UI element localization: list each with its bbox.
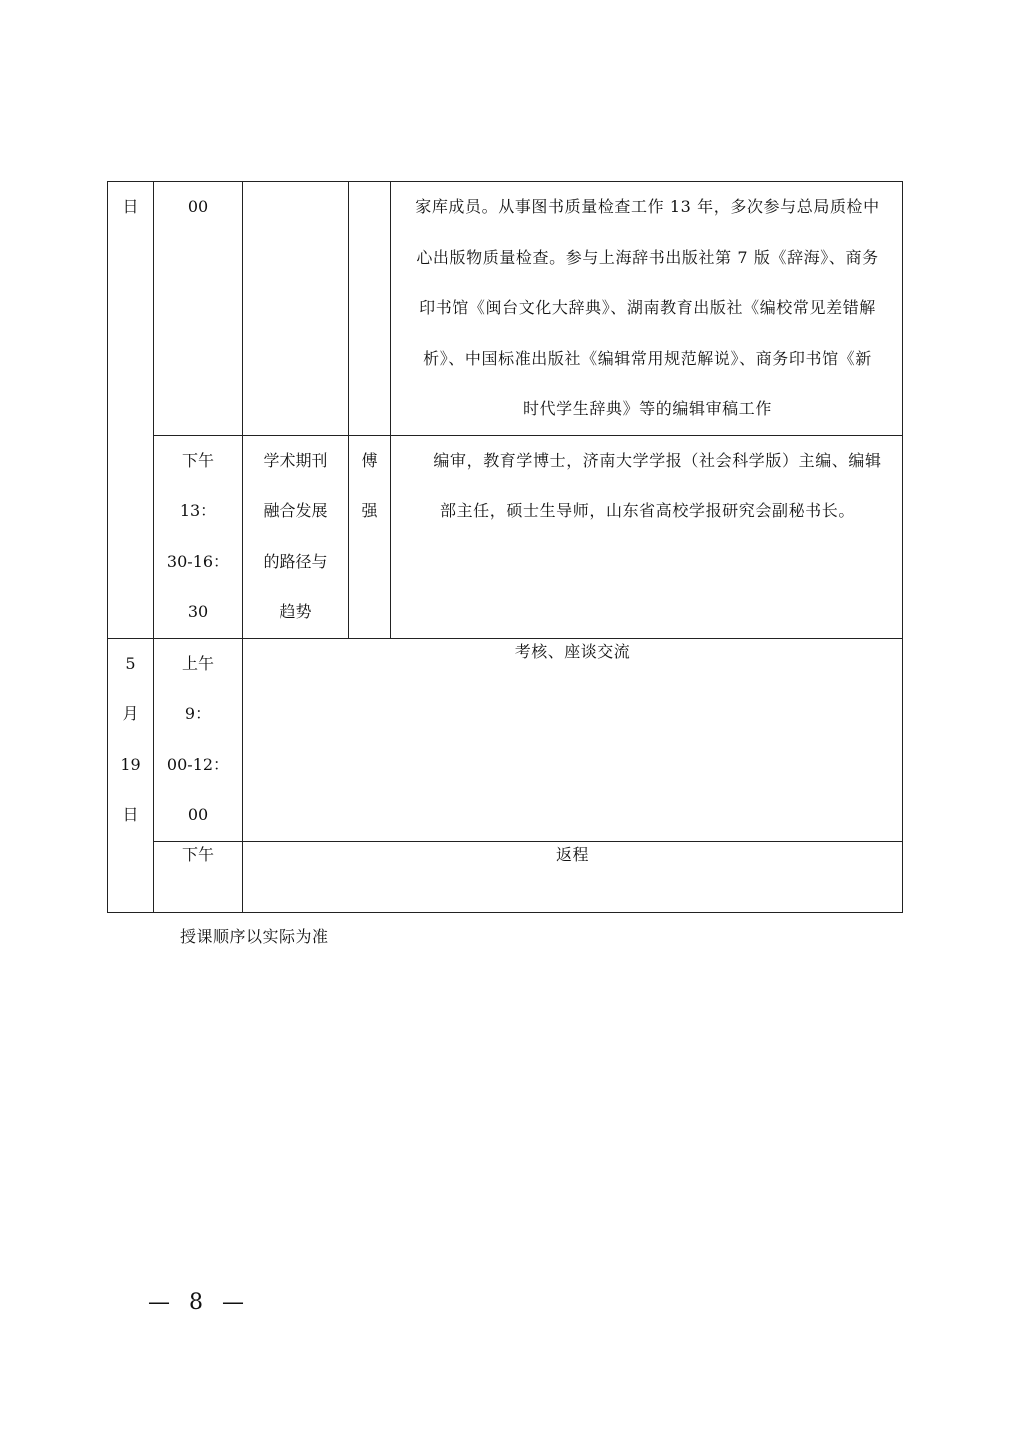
time-text: 30: [187, 602, 209, 621]
description-line: 析》、中国标准出版社《编辑常用规范解说》、商务印书馆《新: [423, 348, 872, 368]
time-text: 00-12：: [166, 754, 230, 774]
activity-cell: 考核、座谈交流: [243, 638, 903, 841]
date-text: 月: [122, 704, 139, 723]
lecturer-description-cell: [391, 435, 903, 638]
description-line: 家库成员。从事图书质量检查工作 13 年，多次参与总局质检中: [415, 197, 880, 216]
table-row: [108, 841, 903, 912]
date-text: 日: [122, 805, 139, 824]
time-cell: [154, 182, 243, 436]
time-text: 下午: [181, 450, 214, 470]
lecturer-cell: [349, 182, 391, 436]
date-text: 5: [125, 653, 136, 673]
topic-text: 学术期刊: [263, 450, 328, 470]
date-text: 日: [122, 197, 139, 216]
time-text: 上午: [181, 653, 214, 673]
topic-text: 趋势: [279, 602, 312, 621]
description-line: 部主任，硕士生导师，山东省高校学报研究会副秘书长。: [439, 501, 855, 520]
lecturer-description-cell: [391, 182, 903, 436]
schedule-note: 授课顺序以实际为准: [180, 927, 329, 946]
topic-cell: [243, 182, 349, 436]
page-number: — 8 —: [148, 1290, 250, 1315]
description-line: 时代学生辞典》等的编辑审稿工作: [522, 399, 772, 418]
date-cell: [108, 182, 154, 639]
description-line: 心出版物质量检查。参与上海辞书出版社第 7 版《辞海》、商务: [416, 247, 879, 267]
time-text: 00: [187, 805, 209, 824]
time-text: 00: [187, 197, 209, 216]
lecturer-name: 强: [361, 501, 378, 520]
topic-text: 的路径与: [263, 551, 328, 571]
schedule-table: [107, 181, 903, 913]
description-line: 编审，教育学博士，济南大学学报（社会科学版）主编、编辑: [433, 450, 882, 470]
time-cell: 下午: [154, 841, 243, 912]
time-text: 13：: [179, 501, 217, 520]
time-cell: [154, 638, 243, 841]
date-cell: [108, 638, 154, 912]
table-row: [108, 638, 903, 841]
topic-cell: [243, 435, 349, 638]
description-line: 印书馆《闽台文化大辞典》、湖南教育出版社《编校常见差错解: [419, 298, 876, 317]
table-row: [108, 182, 903, 436]
lecturer-cell: [349, 435, 391, 638]
time-text: 30-16：: [166, 551, 230, 571]
date-text: 19: [120, 754, 141, 774]
topic-text: 融合发展: [263, 501, 328, 520]
activity-cell: 返程: [243, 841, 903, 912]
time-text: 9：: [184, 704, 212, 723]
lecturer-name: 傅: [361, 450, 378, 470]
table-row: [108, 435, 903, 638]
time-cell: [154, 435, 243, 638]
